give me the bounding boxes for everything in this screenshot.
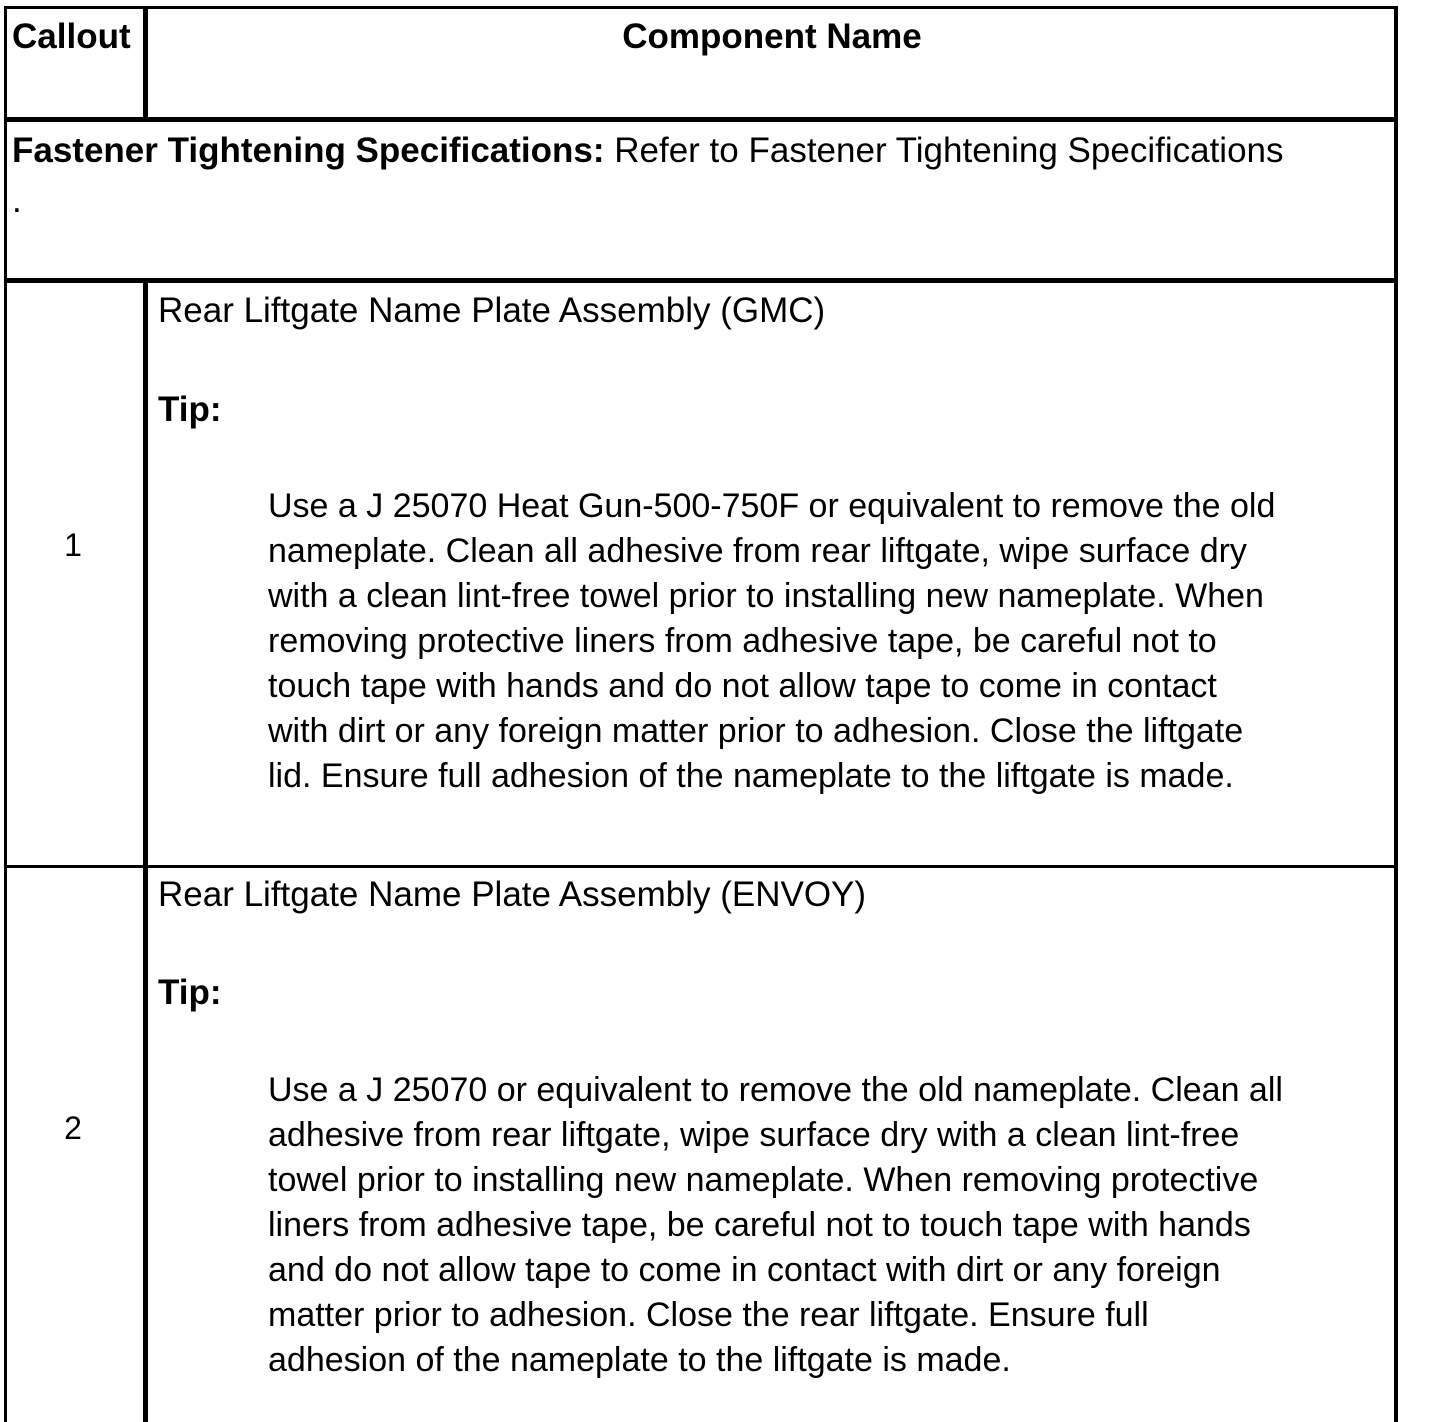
tip-body xyxy=(268,484,1392,799)
fastener-spec-link[interactable]: Refer to Fastener Tightening Specifications xyxy=(614,131,1284,170)
tip-line: Use a J 25070 Heat Gun-500-750F or equivalent to remove the old xyxy=(268,487,1276,525)
tip-line: adhesion of the nameplate to the liftgate is made. xyxy=(268,1341,1011,1379)
spec-bottom-rule xyxy=(4,278,1398,283)
tip-line: nameplate. Clean all adhesive from rear liftgate, wipe surface dry xyxy=(268,532,1247,570)
tip-line: towel prior to installing new nameplate. When removing protective xyxy=(268,1161,1259,1199)
table-border-top xyxy=(4,6,1398,9)
tip-line: touch tape with hands and do not allow tape to come in contact xyxy=(268,667,1217,705)
tip-line: matter prior to adhesion. Close the rear liftgate. Ensure full xyxy=(268,1296,1149,1334)
tip-line: Use a J 25070 or equivalent to remove the old nameplate. Clean all xyxy=(268,1071,1283,1109)
tip-body xyxy=(268,1068,1392,1383)
column-divider-body xyxy=(143,280,148,1422)
tip-line: adhesive from rear liftgate, wipe surface dry with a clean lint-free xyxy=(268,1116,1240,1154)
fastener-spec-label: Fastener Tightening Specifications: xyxy=(12,131,605,170)
tip-line: and do not allow tape to come in contact with dirt or any foreign xyxy=(268,1251,1221,1289)
table-border-right xyxy=(1394,6,1398,1422)
tip-line: with a clean lint-free towel prior to installing new nameplate. When xyxy=(268,577,1264,615)
component-name: Rear Liftgate Name Plate Assembly (GMC) xyxy=(158,291,826,330)
tip-line: removing protective liners from adhesive tape, be careful not to xyxy=(268,622,1217,660)
row1-bottom-rule xyxy=(4,865,1398,868)
tip-label: Tip: xyxy=(158,973,222,1012)
header-bottom-rule xyxy=(4,117,1398,122)
tip-line: with dirt or any foreign matter prior to adhesion. Close the liftgate xyxy=(268,712,1244,750)
table-border-left xyxy=(4,6,7,1422)
tip-label: Tip: xyxy=(158,390,222,429)
fastener-spec-line xyxy=(12,128,1284,173)
component-name: Rear Liftgate Name Plate Assembly (ENVOY) xyxy=(158,875,867,914)
tip-line: lid. Ensure full adhesion of the nameplate to the liftgate is made. xyxy=(268,757,1234,795)
component-name-header: Component Name xyxy=(622,17,922,56)
tip-line: liners from adhesive tape, be careful not to touch tape with hands xyxy=(268,1206,1251,1244)
callout-header: Callout xyxy=(12,17,131,56)
column-divider-header xyxy=(143,6,148,120)
callout-number: 2 xyxy=(64,1110,82,1146)
callout-number: 1 xyxy=(64,527,82,563)
fastener-spec-trailing: . xyxy=(12,181,22,220)
